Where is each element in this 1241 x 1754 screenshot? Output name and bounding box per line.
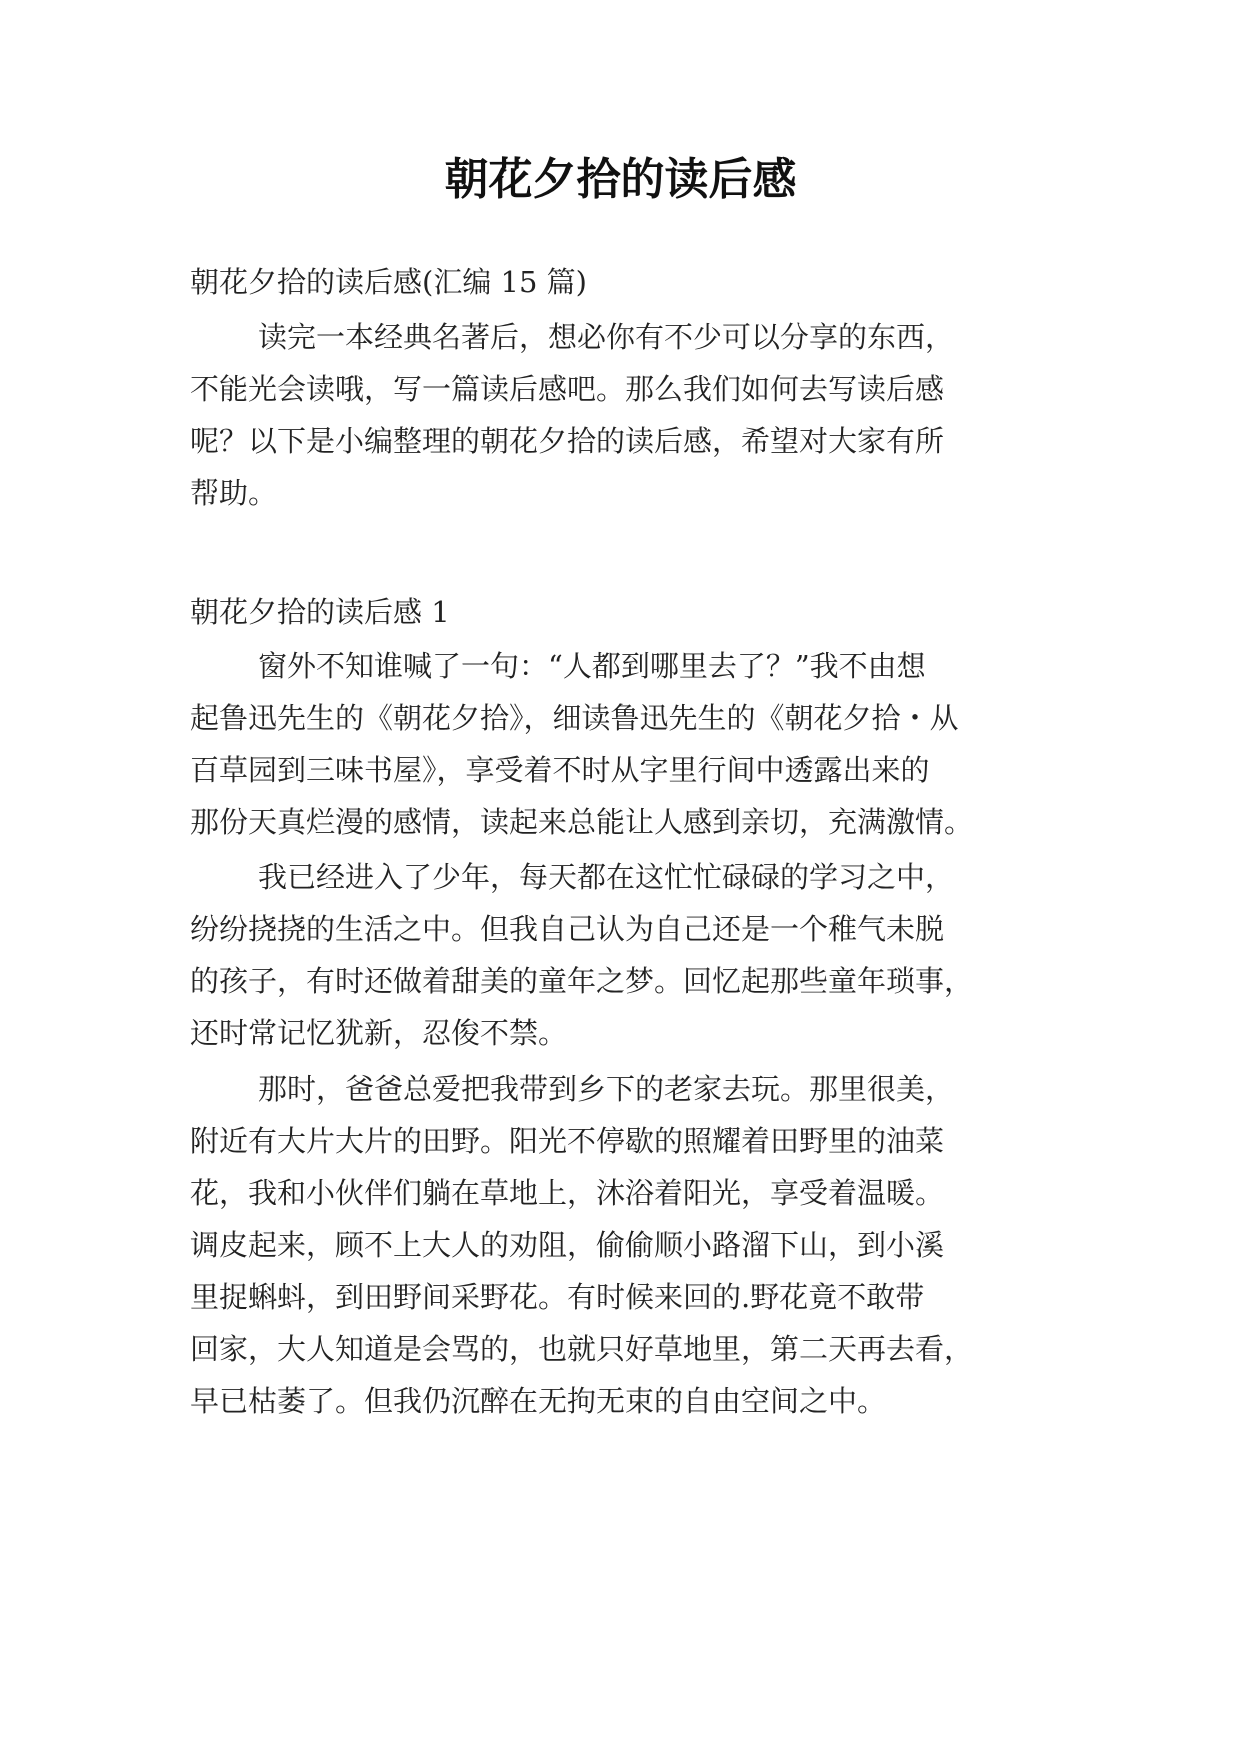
paragraph-line: 我已经进入了少年，每天都在这忙忙碌碌的学习之中，: [258, 860, 955, 894]
paragraph-line: 里捉蝌蚪，到田野间采野花。有时候来回的.野花竟不敢带: [190, 1280, 925, 1314]
intro-line: 呢？以下是小编整理的朝花夕拾的读后感，希望对大家有所: [190, 424, 945, 458]
paragraph-line: 附近有大片大片的田野。阳光不停歇的照耀着田野里的油菜: [190, 1124, 945, 1158]
paragraph-line: 那时，爸爸总爱把我带到乡下的老家去玩。那里很美，: [258, 1072, 955, 1106]
paragraph-line: 还时常记忆犹新，忍俊不禁。: [190, 1016, 568, 1050]
paragraph-line: 百草园到三味书屋》，享受着不时从字里行间中透露出来的: [190, 753, 930, 787]
intro-line: 帮助。: [190, 476, 278, 510]
paragraph-line: 调皮起来，顾不上大人的劝阻，偷偷顺小路溜下山，到小溪: [190, 1228, 945, 1262]
paragraph-line: 花，我和小伙伴们躺在草地上，沐浴着阳光，享受着温暖。: [190, 1176, 945, 1210]
section-heading: 朝花夕拾的读后感 1: [190, 595, 450, 629]
paragraph-line: 起鲁迅先生的《朝花夕拾》，细读鲁迅先生的《朝花夕拾・从: [190, 701, 959, 735]
paragraph-line: 那份天真烂漫的感情，读起来总能让人感到亲切，充满激情。: [190, 805, 974, 839]
document-title: 朝花夕拾的读后感: [444, 154, 797, 205]
paragraph-line: 回家，大人知道是会骂的，也就只好草地里，第二天再去看，: [190, 1332, 974, 1366]
paragraph-line: 早已枯萎了。但我仍沉醉在无拘无束的自由空间之中。: [190, 1384, 887, 1418]
paragraph-line: 的孩子，有时还做着甜美的童年之梦。回忆起那些童年琐事，: [190, 964, 974, 998]
intro-line: 读完一本经典名著后，想必你有不少可以分享的东西，: [258, 320, 955, 354]
paragraph-line: 纷纷挠挠的生活之中。但我自己认为自己还是一个稚气未脱: [190, 912, 945, 946]
intro-line: 不能光会读哦，写一篇读后感吧。那么我们如何去写读后感: [190, 372, 945, 406]
paragraph-line: 窗外不知谁喊了一句：“人都到哪里去了？”我不由想: [258, 649, 926, 683]
subtitle: 朝花夕拾的读后感(汇编 15 篇): [190, 265, 587, 299]
